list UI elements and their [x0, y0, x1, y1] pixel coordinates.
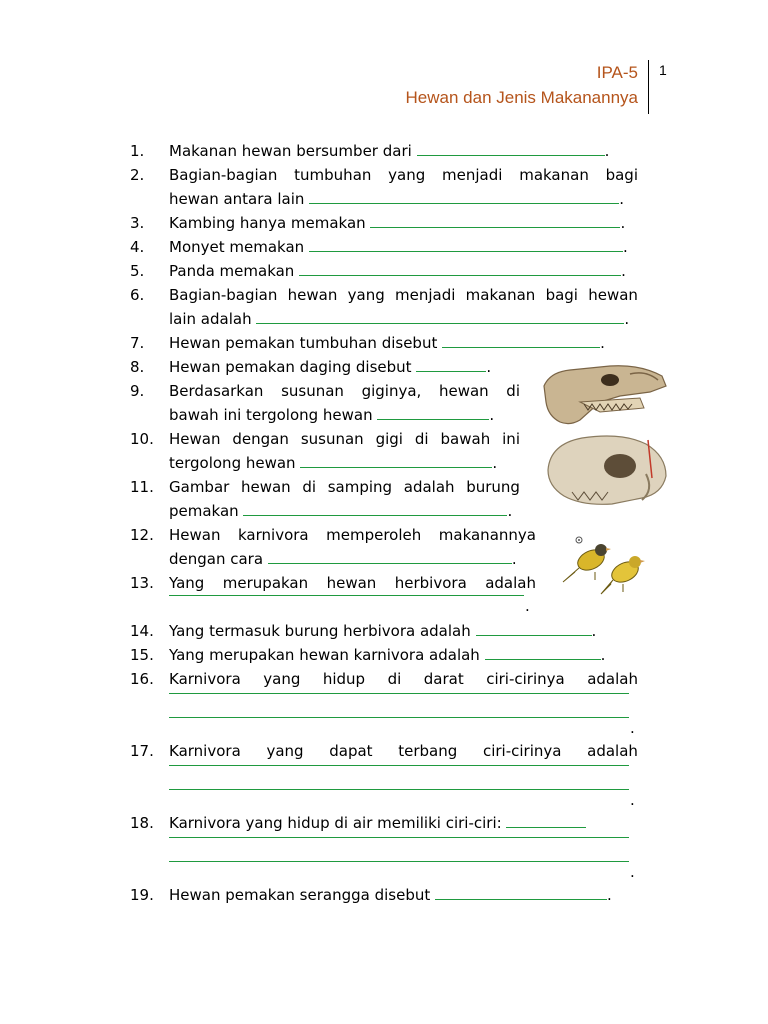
question-text: Monyet memakan: [169, 238, 305, 256]
answer-blank[interactable]: [299, 261, 621, 276]
question-word: makanan: [465, 286, 536, 304]
question-word: hewan: [240, 478, 291, 496]
question-word: menjadi: [395, 286, 456, 304]
question-number: 6.: [130, 286, 145, 304]
question-8: [169, 357, 491, 377]
answer-blank[interactable]: [416, 357, 486, 372]
question-text: Panda memakan: [169, 262, 295, 280]
question-text: Yang merupakan hewan karnivora adalah: [169, 646, 480, 664]
answer-blank[interactable]: [243, 501, 507, 516]
question-number: 16.: [130, 670, 154, 688]
question-6-line-2: [169, 309, 629, 329]
question-1: [169, 141, 609, 161]
question-5: [169, 261, 626, 281]
answer-blank[interactable]: [309, 237, 623, 252]
question-number: 18.: [130, 814, 154, 832]
question-word: terbang: [398, 742, 458, 760]
question-word: hewan: [326, 574, 377, 592]
question-number: 17.: [130, 742, 154, 760]
question-word: Bagian-bagian: [169, 286, 278, 304]
question-word: herbivora: [394, 574, 467, 592]
question-number: 10.: [130, 430, 154, 448]
answer-blank[interactable]: [476, 621, 592, 636]
question-19: [169, 885, 612, 905]
question-2-line-1: [169, 165, 638, 185]
question-word: Hewan: [169, 526, 221, 544]
question-word: makanan: [519, 166, 589, 184]
question-word: Hewan: [169, 430, 221, 448]
question-word: adalah: [587, 670, 638, 688]
question-word: adalah: [587, 742, 638, 760]
question-word: karnivora: [238, 526, 309, 544]
question-number: 14.: [130, 622, 154, 640]
question-15: [169, 645, 605, 665]
question-word: dapat: [329, 742, 373, 760]
period: .: [489, 406, 495, 424]
period: .: [600, 334, 605, 352]
period: .: [507, 502, 513, 520]
question-word: Bagian-bagian: [169, 166, 278, 184]
answer-blank[interactable]: [370, 213, 620, 228]
question-text: bawah ini tergolong hewan: [169, 406, 373, 424]
question-4: [169, 237, 628, 257]
question-10-line-1: [169, 429, 520, 449]
question-12-line-2: [169, 549, 517, 569]
question-word: memperoleh: [326, 526, 422, 544]
question-word: Yang: [169, 574, 205, 592]
question-number: 5.: [130, 262, 145, 280]
question-7: [169, 333, 605, 353]
question-word: Karnivora: [169, 742, 241, 760]
period: .: [492, 454, 498, 472]
answer-blank[interactable]: [506, 813, 586, 828]
question-number: 9.: [130, 382, 145, 400]
question-word: di: [387, 670, 402, 688]
question-text: Hewan pemakan tumbuhan disebut: [169, 334, 438, 352]
question-number: 12.: [130, 526, 154, 544]
question-text: lain adalah: [169, 310, 252, 328]
question-text: Kambing hanya memakan: [169, 214, 366, 232]
question-word: Karnivora: [169, 670, 241, 688]
answer-blank[interactable]: [309, 189, 619, 204]
question-word: di: [506, 382, 520, 400]
question-word: yang: [266, 742, 304, 760]
answer-blank[interactable]: [169, 594, 524, 596]
period: .: [591, 622, 597, 640]
answer-blank[interactable]: [417, 141, 605, 156]
question-9-line-1: [169, 381, 520, 401]
herbivore-skull-image: [540, 362, 668, 430]
question-word: yang: [347, 286, 385, 304]
question-18: [169, 813, 586, 833]
answer-blank[interactable]: [169, 860, 629, 862]
answer-blank[interactable]: [435, 885, 607, 900]
question-text: hewan antara lain: [169, 190, 305, 208]
question-word: merupakan: [222, 574, 309, 592]
period: .: [607, 886, 612, 904]
question-13-line-1: [169, 573, 536, 593]
answer-blank[interactable]: [169, 764, 629, 766]
worksheet-title: Hewan dan Jenis Makanannya: [405, 88, 638, 107]
question-text: Yang termasuk burung herbivora adalah: [169, 622, 471, 640]
answer-blank[interactable]: [169, 716, 629, 718]
answer-blank[interactable]: [485, 645, 601, 660]
period: .: [621, 262, 626, 280]
worksheet-header: [406, 60, 638, 110]
question-word: makanannya: [438, 526, 536, 544]
question-10-line-2: [169, 453, 497, 473]
question-17-line-1: [169, 741, 638, 761]
question-2-line-2: [169, 189, 624, 209]
question-word: yang: [388, 166, 426, 184]
question-6-line-1: [169, 285, 638, 305]
answer-blank[interactable]: [300, 453, 492, 468]
question-3: [169, 213, 625, 233]
question-14: [169, 621, 596, 641]
period: .: [511, 550, 517, 568]
question-word: susunan: [300, 430, 364, 448]
question-text: tergolong hewan: [169, 454, 296, 472]
answer-blank[interactable]: [377, 405, 489, 420]
answer-blank[interactable]: [442, 333, 600, 348]
question-word: susunan: [281, 382, 344, 400]
question-text: Karnivora yang hidup di air memiliki ciri-ciri:: [169, 814, 502, 832]
question-text: Hewan pemakan daging disebut: [169, 358, 412, 376]
period: .: [620, 214, 626, 232]
question-number: 3.: [130, 214, 145, 232]
period: .: [630, 719, 635, 737]
question-word: Gambar: [169, 478, 230, 496]
question-11-line-2: [169, 501, 512, 521]
period: .: [600, 646, 606, 664]
period: .: [630, 863, 635, 881]
question-text: Hewan pemakan serangga disebut: [169, 886, 431, 904]
page-number: 1: [659, 62, 667, 78]
subject-code: IPA-5: [596, 63, 638, 82]
question-number: 11.: [130, 478, 154, 496]
question-word: burung: [466, 478, 520, 496]
question-number: 7.: [130, 334, 145, 352]
question-word: bawah: [440, 430, 491, 448]
question-word: hidup: [322, 670, 366, 688]
question-word: di: [414, 430, 429, 448]
answer-blank[interactable]: [169, 788, 629, 790]
question-text: Makanan hewan bersumber dari: [169, 142, 412, 160]
period: .: [619, 190, 624, 208]
question-word: bagi: [605, 166, 638, 184]
question-word: giginya,: [361, 382, 422, 400]
question-word: adalah: [403, 478, 455, 496]
question-word: darat: [423, 670, 464, 688]
question-number: 13.: [130, 574, 154, 592]
question-word: gigi: [375, 430, 403, 448]
question-word: ciri-cirinya: [482, 742, 562, 760]
header-divider: [648, 60, 649, 114]
answer-blank[interactable]: [268, 549, 512, 564]
question-12-line-1: [169, 525, 536, 545]
question-number: 2.: [130, 166, 145, 184]
period: .: [486, 358, 492, 376]
period: .: [624, 310, 630, 328]
period: .: [630, 791, 635, 809]
question-word: dengan: [232, 430, 289, 448]
question-word: ciri-cirinya: [486, 670, 565, 688]
question-word: di: [302, 478, 317, 496]
question-9-line-2: [169, 405, 494, 425]
question-word: yang: [263, 670, 301, 688]
question-number: 8.: [130, 358, 145, 376]
finch-birds-image: [555, 528, 655, 598]
question-16-line-1: [169, 669, 638, 689]
question-word: tumbuhan: [294, 166, 372, 184]
question-word: samping: [327, 478, 393, 496]
period: .: [525, 597, 530, 615]
carnivore-skull-image: [542, 430, 672, 510]
question-word: menjadi: [442, 166, 503, 184]
question-word: bagi: [545, 286, 578, 304]
question-11-line-1: [169, 477, 520, 497]
question-word: Berdasarkan: [169, 382, 264, 400]
question-word: hewan: [438, 382, 489, 400]
question-number: 15.: [130, 646, 154, 664]
question-word: ini: [502, 430, 520, 448]
answer-blank[interactable]: [169, 692, 629, 694]
question-word: hewan: [287, 286, 338, 304]
question-text: pemakan: [169, 502, 239, 520]
question-number: 19.: [130, 886, 154, 904]
question-word: adalah: [485, 574, 536, 592]
question-number: 1.: [130, 142, 145, 160]
answer-blank[interactable]: [169, 836, 629, 838]
question-text: dengan cara: [169, 550, 264, 568]
question-word: hewan: [588, 286, 638, 304]
answer-blank[interactable]: [256, 309, 624, 324]
question-number: 4.: [130, 238, 145, 256]
period: .: [622, 238, 628, 256]
period: .: [604, 142, 610, 160]
